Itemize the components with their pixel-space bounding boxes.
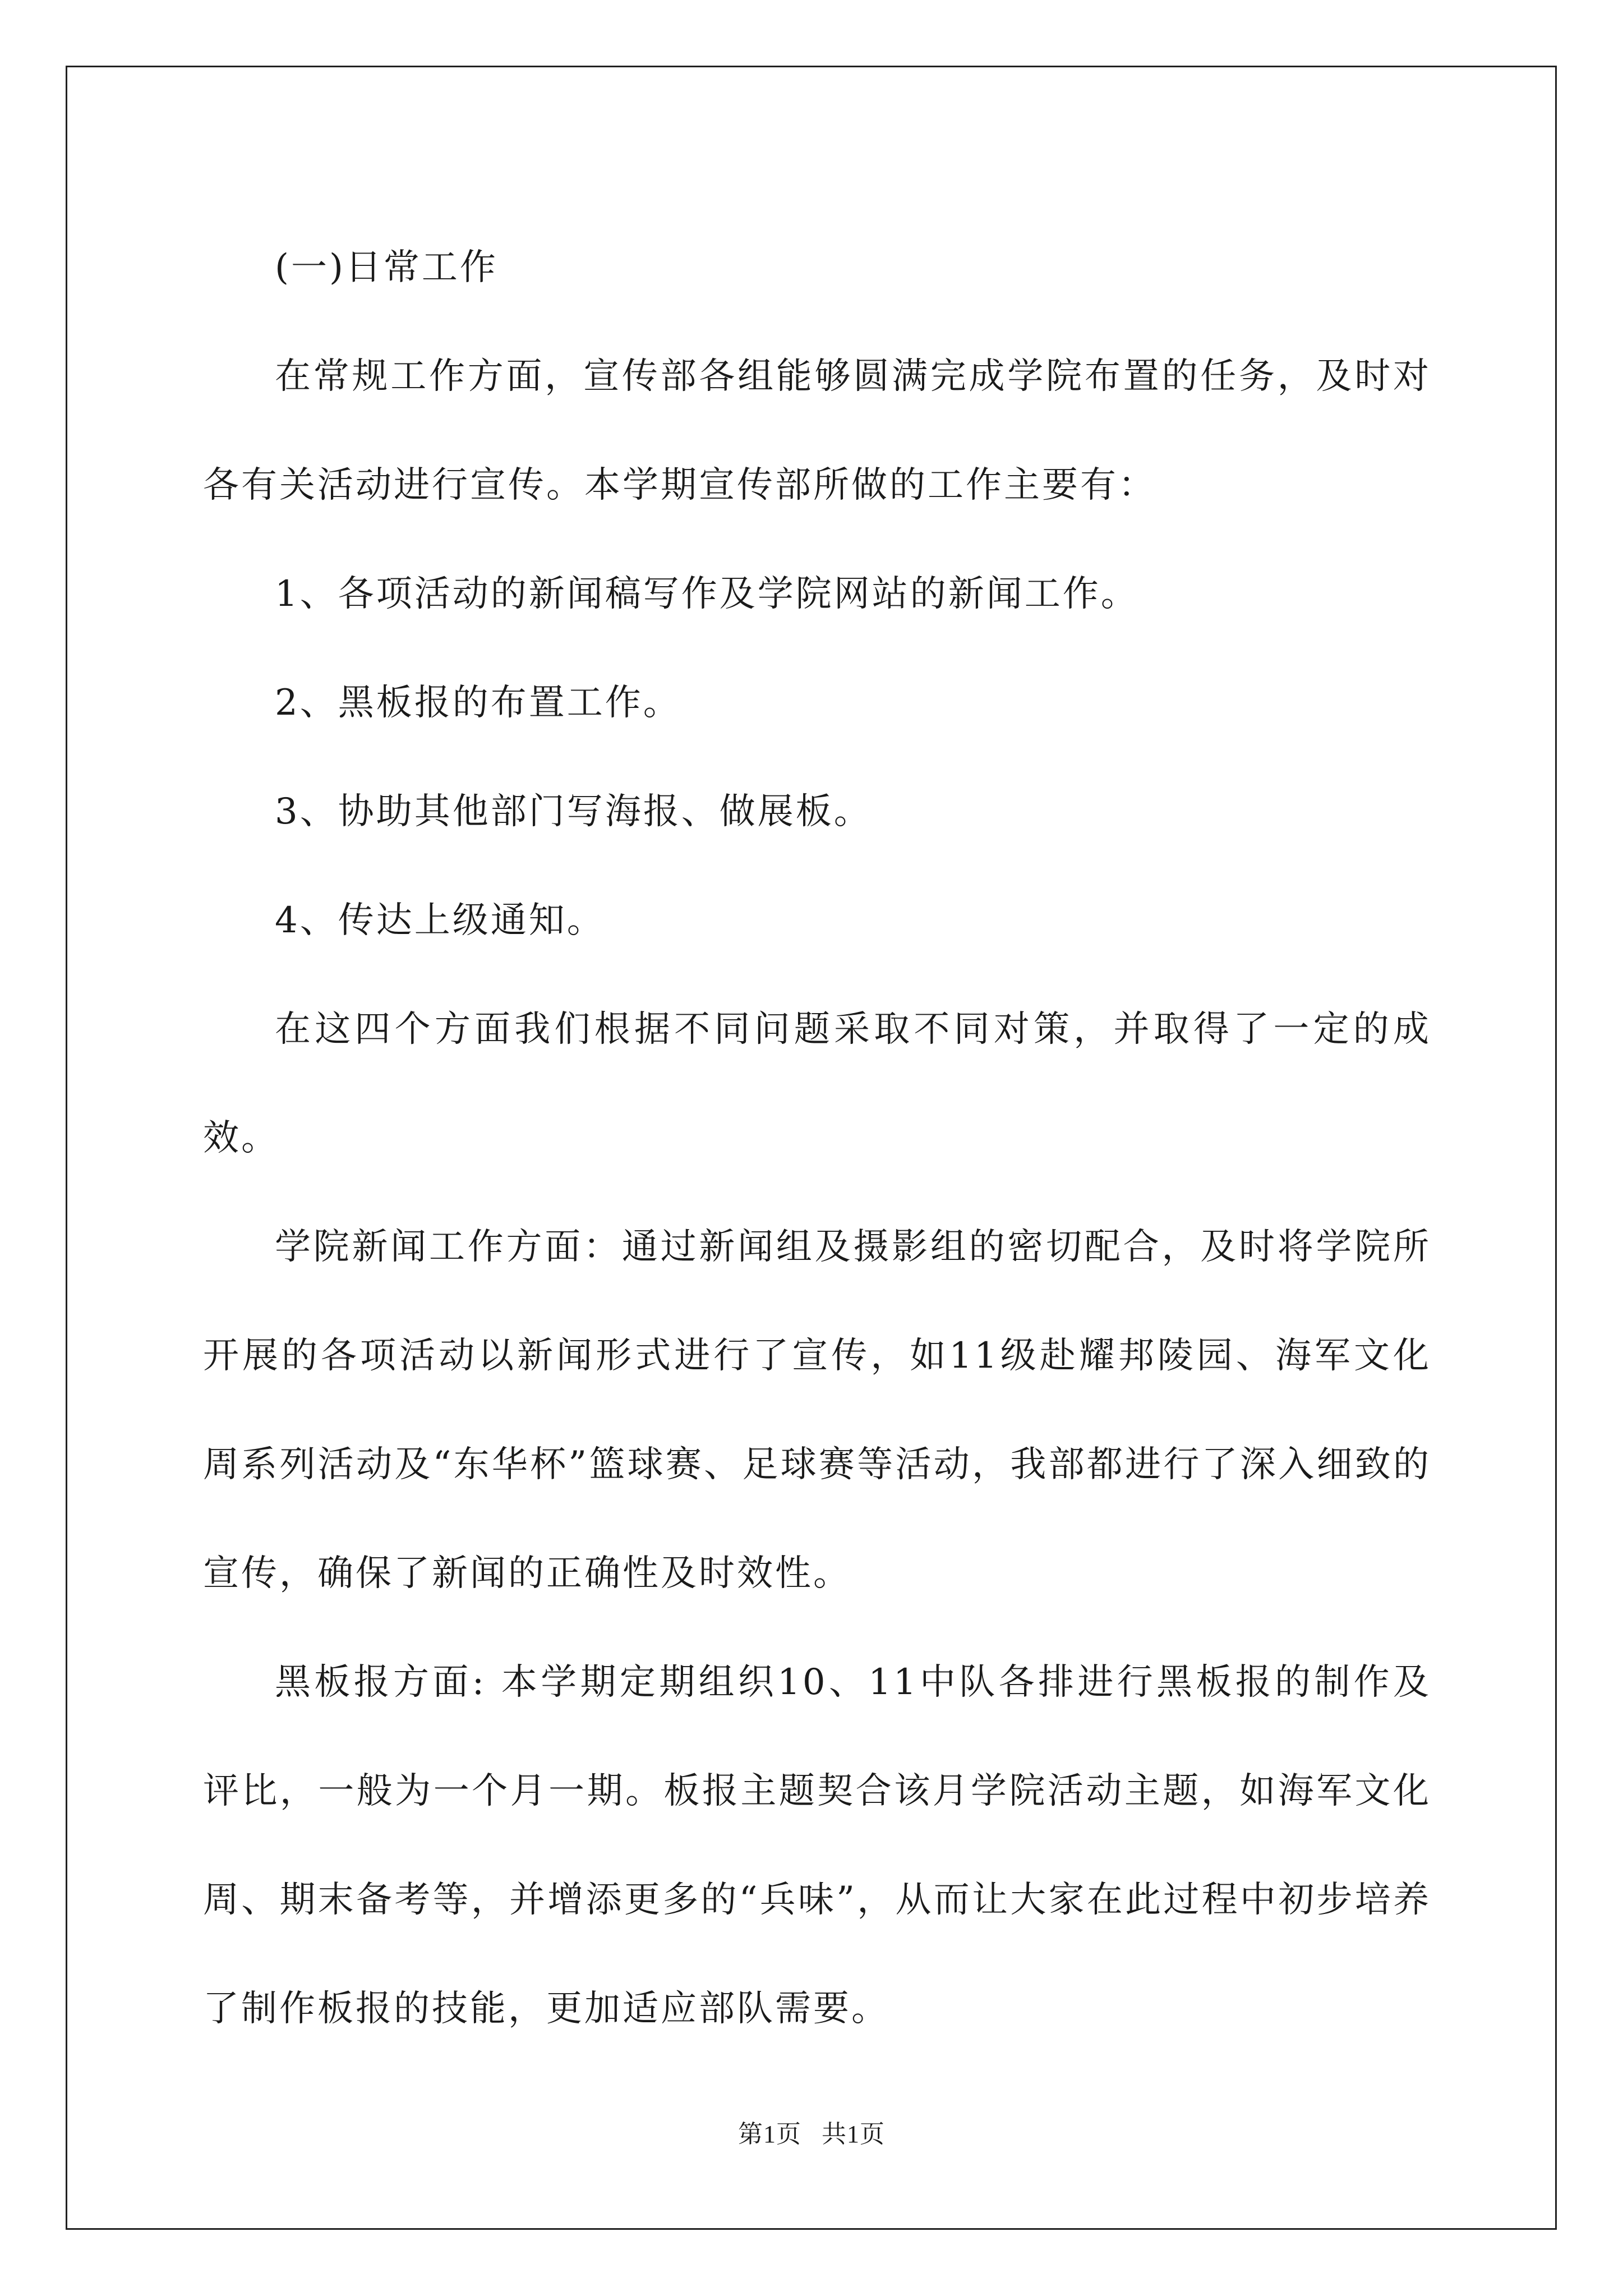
- page-number: 第1页: [738, 2120, 801, 2148]
- paragraph-intro: 在常规工作方面，宣传部各组能够圆满完成学院布置的任务，及时对各有关活动进行宣传。本学期宣传部所做的工作主要有：: [203, 356, 1431, 506]
- paragraph-news-work: 学院新闻工作方面：通过新闻组及摄影组的密切配合，及时将学院所开展的各项活动以新闻形式进行了宣传，如11级赴耀邦陵园、海军文化周系列活动及“东华杯”篮球赛、足球赛等活动，我部都进行了深入细致的宣传，确保了新闻的正确性及时效性。: [203, 1226, 1431, 1594]
- list-item-news: 1、各项活动的新闻稿写作及学院网站的新闻工作。: [275, 573, 1139, 615]
- page-total: 共1页: [822, 2120, 885, 2148]
- page-footer: [0, 2114, 1623, 2150]
- paragraph-results: 在这四个方面我们根据不同问题采取不同对策，并取得了一定的成效。: [203, 1009, 1431, 1159]
- section-heading: (一)日常工作: [275, 247, 498, 288]
- list-item-notices: 4、传达上级通知。: [275, 900, 605, 941]
- list-item-blackboard: 2、黑板报的布置工作。: [275, 682, 681, 724]
- list-item-posters: 3、协助其他部门写海报、做展板。: [275, 791, 872, 832]
- paragraph-blackboard-work: 黑板报方面: 本学期定期组织10、11中队各排进行黑板报的制作及评比，一般为一个月一期。板报主题契合该月学院活动主题，如海军文化周、期末备考等，并增添更多的“兵味”，从而让大家在此过程中初步培养了制作板报的技能，更加适应部队需要。: [203, 1662, 1431, 2030]
- document-body: [203, 213, 1431, 2063]
